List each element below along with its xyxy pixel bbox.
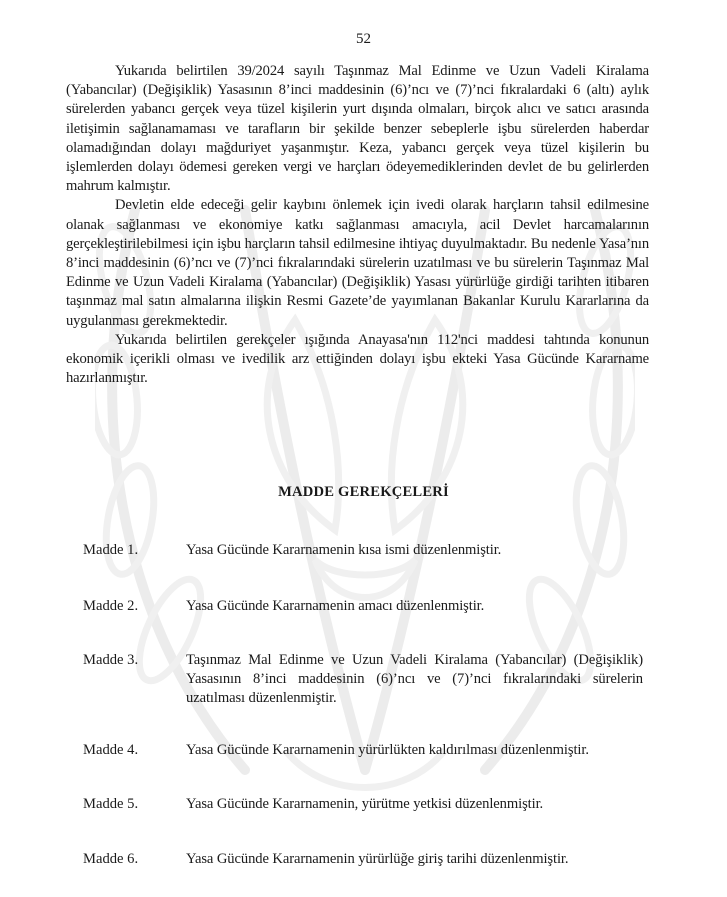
- madde-label: Madde 1.: [83, 542, 139, 558]
- madde-label: Madde 3.: [83, 652, 139, 668]
- madde-text: Yasa Gücünde Kararnamenin kısa ismi düzenlenmiştir.: [186, 542, 502, 558]
- madde-item: [83, 795, 643, 814]
- section-title: MADDE GEREKÇELERİ: [278, 484, 449, 500]
- madde-text: Taşınmaz Mal Edinme ve Uzun Vadeli Kiralama (Yabancılar) (Değişiklik) Yasasının 8’inci maddesinin (6)’ncı ve (7)’nci fıkralarındaki sürelerin uzatılması düzenlenmiştir.: [186, 652, 643, 706]
- madde-text: Yasa Gücünde Kararnamenin yürürlükten kaldırılması düzenlenmiştir.: [186, 742, 589, 758]
- madde-item: [83, 741, 643, 760]
- madde-item: [83, 541, 643, 560]
- madde-item: [83, 651, 643, 708]
- madde-item: [83, 850, 643, 869]
- paragraph-3: Yukarıda belirtilen gerekçeler ışığında Anayasa'nın 112'nci maddesi tahtında konunun ekonomik içerikli olması ve ivedilik arz ettiğinden dolayı işbu ekteki Yasa Gücünde Kararname hazırlanmıştır.: [66, 331, 649, 387]
- paragraph-2: Devletin elde edeceği gelir kaybını önlemek için ivedi olarak harçların tahsil edilmesine olanak sağlanması ve ekonomiye katkı sağlanması amacıyla, acil Devlet harcamalarının gerçekleştirilebilmesi için işbu harçların tahsil edilmesine ihtiyaç duyulmaktadır. Bu nedenle Yasa’nın 8’inci maddesinin (6)’ncı ve (7)’nci fıkralarındaki sürelerin uzatılması ve bu sürelerin Taşınmaz Mal Edinme ve Uzun Vadeli Kiralama (Yabancılar) (Değişiklik) Yasası yürürlüğe girdiği tarihten itibaren taşınmaz mal satın almalarına ilişkin Resmi Gazete’de yayımlanan Bakanlar Kurulu Kararlarına da uygulanması gerekmektedir.: [66, 197, 649, 329]
- madde-label: Madde 5.: [83, 796, 139, 812]
- page-number: 52: [356, 31, 371, 47]
- madde-label: Madde 2.: [83, 598, 139, 614]
- madde-text: Yasa Gücünde Kararnamenin yürürlüğe giriş tarihi düzenlenmiştir.: [186, 851, 569, 867]
- body-text: [66, 62, 649, 388]
- madde-text: Yasa Gücünde Kararnamenin, yürütme yetkisi düzenlenmiştir.: [186, 796, 544, 812]
- madde-text: Yasa Gücünde Kararnamenin amacı düzenlenmiştir.: [186, 598, 485, 614]
- madde-item: [83, 597, 643, 616]
- madde-label: Madde 6.: [83, 851, 139, 867]
- paragraph-1: Yukarıda belirtilen 39/2024 sayılı Taşınmaz Mal Edinme ve Uzun Vadeli Kiralama (Yabancılar) (Değişiklik) Yasasının 8’inci maddesinin (6)’ncı ve (7)’nci fıkralardaki 6 (altı) aylık sürelerden yabancı gerçek veya tüzel kişilerin yurt dışında olmaları, birçok alıcı ve satıcı arasında iletişimin sağlanamaması ve tarafların bir şekilde benzer sebeplerle işbu sürelerden haberdar olamadığından dolayı mağduriyet yaşanmıştır. Keza, yabancı gerçek veya tüzel kişilerin bu işlemlerden dolayı ödemesi gereken vergi ve harçları ödeyemediklerinden devlet de bu gelirlerden mahrum kalmıştır.: [66, 63, 649, 195]
- madde-label: Madde 4.: [83, 742, 139, 758]
